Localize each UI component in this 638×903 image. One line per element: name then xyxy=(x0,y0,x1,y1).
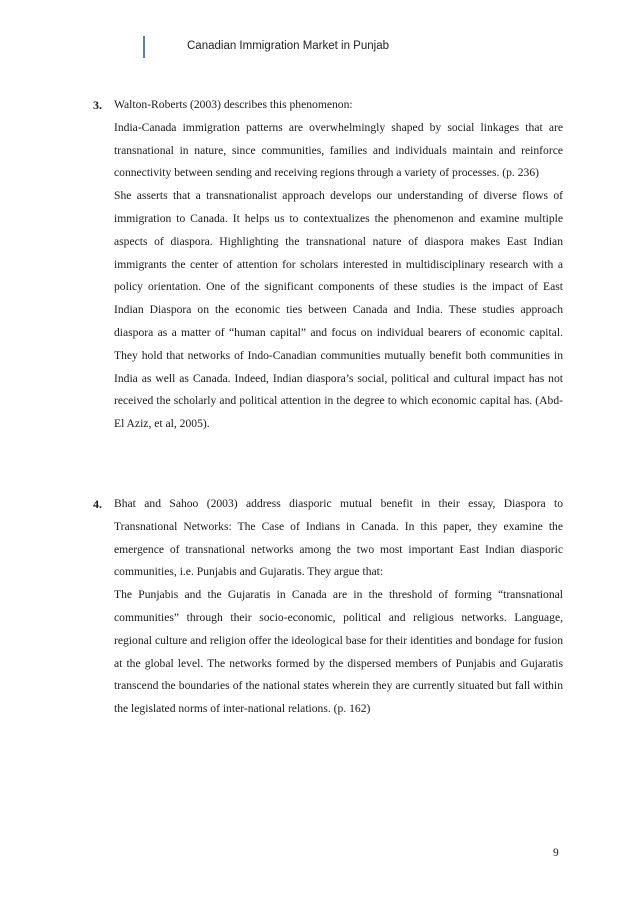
item-number: 4. xyxy=(93,497,102,511)
item-intro: Bhat and Sahoo (2003) address diasporic mutual benefit in their essay, Diaspora to Transnational Networks: The Case of Indians in Canada. In this paper, they examine the emergence of transnational networks among the two most important East Indian diasporic communities, i.e. Punjabis and Gujaratis. They argue that: xyxy=(114,497,563,579)
header-accent-bar xyxy=(143,36,145,58)
page-number: 9 xyxy=(553,847,559,859)
header-title: Canadian Immigration Market in Punjab xyxy=(187,40,389,52)
item-intro: Walton-Roberts (2003) describes this phenomenon: xyxy=(114,98,353,111)
item-body xyxy=(114,493,563,721)
item-body xyxy=(114,94,563,436)
item-quote: India-Canada immigration patterns are overwhelmingly shaped by social linkages that are transnational in nature, since communities, families and individuals maintain and reinforce connectivity between sending and receiving regions through a variety of processes. (p. 236) xyxy=(114,120,563,180)
item-commentary: She asserts that a transnationalist approach develops our understanding of diverse flows of immigration to Canada. It helps us to contextualizes the phenomenon and examine multiple aspects of diaspora. Highlighting the transnational nature of diaspora makes East Indian immigrants the center of attention for scholars interested in multidisciplinary research with a policy orientation. One of the significant components of these studies is the impact of East Indian Diaspora on the economic ties between Canada and India. These studies approach diaspora as a matter of “human capital” and focus on individual bearers of economic capital. They hold that networks of Indo-Canadian communities mutually benefit both communities in India as well as Canada. Indeed, Indian diaspora’s social, political and cultural impact has not received the scholarly and political attention in the degree to which economic capital has. (Abd-El Aziz, et al, 2005). xyxy=(114,189,563,431)
item-number: 3. xyxy=(93,98,102,112)
item-quote: The Punjabis and the Gujaratis in Canada are in the threshold of forming “transnational communities” through their socio-economic, political and religious networks. Language, regional culture and religion offer the ideological base for their identities and bondage for fusion at the global level. The networks formed by the dispersed members of Punjabis and Gujaratis transcend the boundaries of the national states wherein they are currently situated but fall within the legislated norms of inter-national relations. (p. 162) xyxy=(114,588,563,716)
